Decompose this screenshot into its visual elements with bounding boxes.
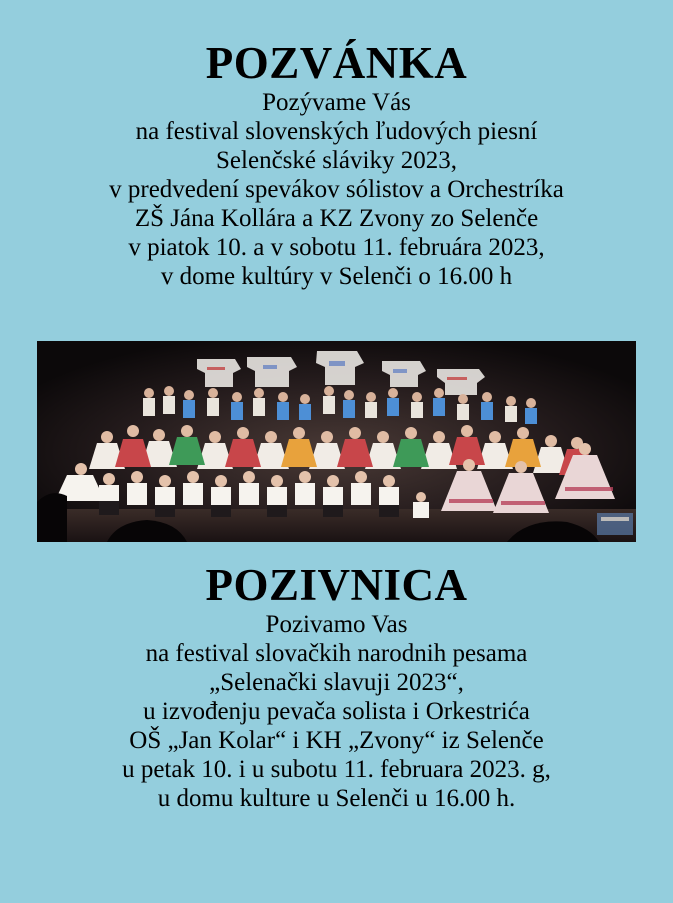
sk-line-1: Pozývame Vás	[262, 89, 411, 116]
sk-line-7: v dome kultúry v Selenči o 16.00 h	[160, 263, 513, 290]
sr-line-2: na festival slovačkih narodnih pesama	[145, 640, 528, 667]
invitation-slovak	[0, 38, 673, 291]
sk-line-2: na festival slovenských ľudových piesní	[135, 118, 538, 145]
ensemble-photo-illustration	[37, 341, 636, 542]
title-pozvanka: POZVÁNKA	[205, 38, 468, 88]
title-pozivnica: POZIVNICA	[205, 560, 468, 610]
sr-line-5: OŠ „Jan Kolar“ i KH „Zvony“ iz Selenče	[129, 727, 544, 754]
sk-line-5: ZŠ Jána Kollára a KZ Zvony zo Selenče	[134, 205, 539, 232]
sk-line-3: Selenčské sláviky 2023,	[216, 147, 457, 174]
sr-line-6: u petak 10. i u subotu 11. februara 2023. g,	[122, 756, 551, 783]
sk-line-6: v piatok 10. a v sobotu 11. februára 2023,	[128, 234, 545, 261]
sk-line-4: v predvedení spevákov sólistov a Orchestríka	[109, 176, 564, 203]
invitation-serbian	[0, 560, 673, 813]
corner-banner	[597, 513, 633, 535]
sr-line-1: Pozivamo Vas	[265, 611, 408, 638]
sr-line-4: u izvođenju pevača solista i Orkestrića	[143, 698, 530, 725]
sr-line-3: „Selenački slavuji 2023“,	[209, 669, 464, 696]
ensemble-photo	[37, 341, 636, 542]
sr-line-7: u domu kulture u Selenči u 16.00 h.	[157, 785, 516, 812]
